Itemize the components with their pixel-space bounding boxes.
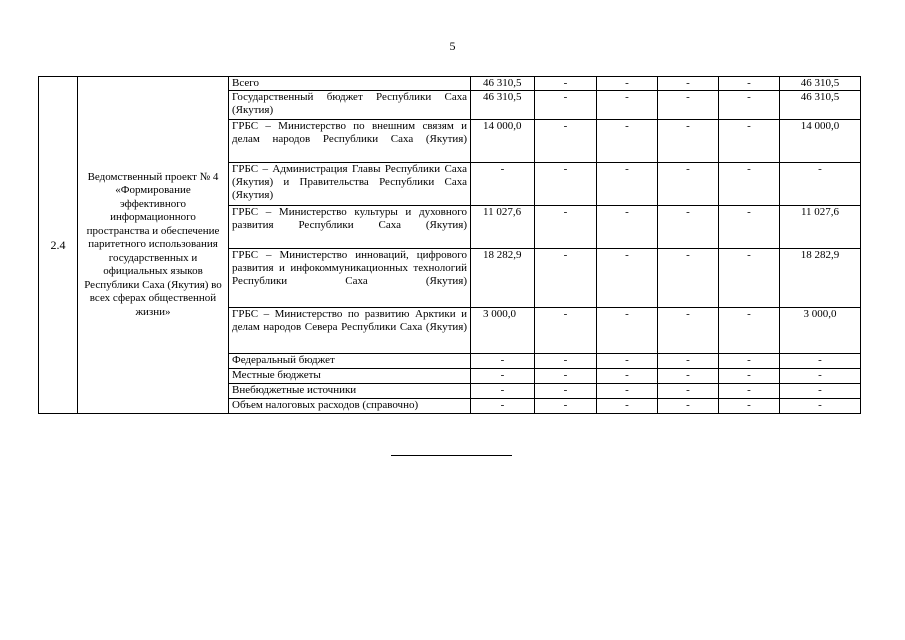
cell-value: - (719, 249, 780, 308)
cell-value: - (719, 91, 780, 120)
cell-value: - (597, 77, 658, 91)
cell-value: - (535, 163, 597, 206)
cell-value: - (535, 120, 597, 163)
row-label: ГРБС – Министерство по внешним связям и делам народов Республики Саха (Якутия) (229, 120, 471, 163)
cell-value: 46 310,5 (471, 77, 535, 91)
cell-value: 46 310,5 (780, 91, 861, 120)
cell-value: - (658, 77, 719, 91)
cell-value: 46 310,5 (471, 91, 535, 120)
row-label: Внебюджетные источники (229, 384, 471, 399)
cell-value: - (719, 308, 780, 354)
cell-value: - (780, 354, 861, 369)
cell-value: - (597, 369, 658, 384)
cell-value: - (780, 399, 861, 414)
cell-value: - (597, 308, 658, 354)
cell-value: - (471, 399, 535, 414)
cell-value: - (658, 354, 719, 369)
cell-value: - (471, 354, 535, 369)
footnote-separator (391, 455, 512, 456)
cell-value: - (719, 77, 780, 91)
cell-value: - (658, 369, 719, 384)
budget-table (38, 76, 861, 414)
row-label: ГРБС – Министерство инноваций, цифрового развития и инфокоммуникационных технологий Республики Саха (Якутия) (229, 249, 471, 308)
cell-value: - (658, 163, 719, 206)
cell-value: - (658, 249, 719, 308)
cell-value: - (597, 206, 658, 249)
cell-value: - (780, 384, 861, 399)
cell-value: - (597, 120, 658, 163)
table-body (39, 77, 861, 414)
cell-value: - (658, 91, 719, 120)
cell-value: - (597, 249, 658, 308)
cell-value: - (719, 399, 780, 414)
cell-value: - (719, 354, 780, 369)
cell-value: - (658, 399, 719, 414)
row-label: ГРБС – Администрация Главы Республики Саха (Якутия) и Правительства Республики Саха (Якутия) (229, 163, 471, 206)
cell-value: - (597, 384, 658, 399)
cell-value: - (535, 369, 597, 384)
cell-value: 3 000,0 (471, 308, 535, 354)
row-label: ГРБС – Министерство культуры и духовного развития Республики Саха (Якутия) (229, 206, 471, 249)
project-title: Ведомственный проект № 4 «Формирование эффективного информационного пространства и обеспечение паритетного использования государственных и официальных языков Республики Саха (Якутия) во всех сферах общественной жизни» (78, 77, 229, 414)
cell-value: - (471, 369, 535, 384)
cell-value: - (535, 308, 597, 354)
cell-value: - (658, 120, 719, 163)
row-label: Местные бюджеты (229, 369, 471, 384)
page-number: 5 (449, 39, 456, 53)
cell-value: - (719, 206, 780, 249)
cell-value: - (719, 120, 780, 163)
cell-value: - (780, 369, 861, 384)
cell-value: - (535, 206, 597, 249)
row-label: Федеральный бюджет (229, 354, 471, 369)
cell-value: 18 282,9 (471, 249, 535, 308)
cell-value: - (535, 77, 597, 91)
cell-value: - (719, 369, 780, 384)
cell-value: - (471, 163, 535, 206)
cell-value: - (471, 384, 535, 399)
cell-value: - (597, 399, 658, 414)
row-label: ГРБС – Министерство по развитию Арктики и делам народов Севера Республики Саха (Якутия) (229, 308, 471, 354)
cell-value: - (535, 384, 597, 399)
cell-value: - (535, 249, 597, 308)
cell-value: - (535, 399, 597, 414)
cell-value: - (597, 354, 658, 369)
row-label: Государственный бюджет Республики Саха (Якутия) (229, 91, 471, 120)
cell-value: 18 282,9 (780, 249, 861, 308)
cell-value: - (719, 163, 780, 206)
cell-value: 14 000,0 (471, 120, 535, 163)
cell-value: - (535, 354, 597, 369)
cell-value: 3 000,0 (780, 308, 861, 354)
row-label: Всего (229, 77, 471, 91)
cell-value: - (780, 163, 861, 206)
cell-value: 46 310,5 (780, 77, 861, 91)
cell-value: - (597, 163, 658, 206)
section-number: 2.4 (39, 77, 78, 414)
cell-value: - (658, 206, 719, 249)
cell-value: 11 027,6 (780, 206, 861, 249)
cell-value: - (658, 384, 719, 399)
cell-value: - (719, 384, 780, 399)
cell-value: - (535, 91, 597, 120)
cell-value: - (597, 91, 658, 120)
cell-value: - (658, 308, 719, 354)
cell-value: 14 000,0 (780, 120, 861, 163)
cell-value: 11 027,6 (471, 206, 535, 249)
table-row (39, 77, 861, 91)
row-label: Объем налоговых расходов (справочно) (229, 399, 471, 414)
